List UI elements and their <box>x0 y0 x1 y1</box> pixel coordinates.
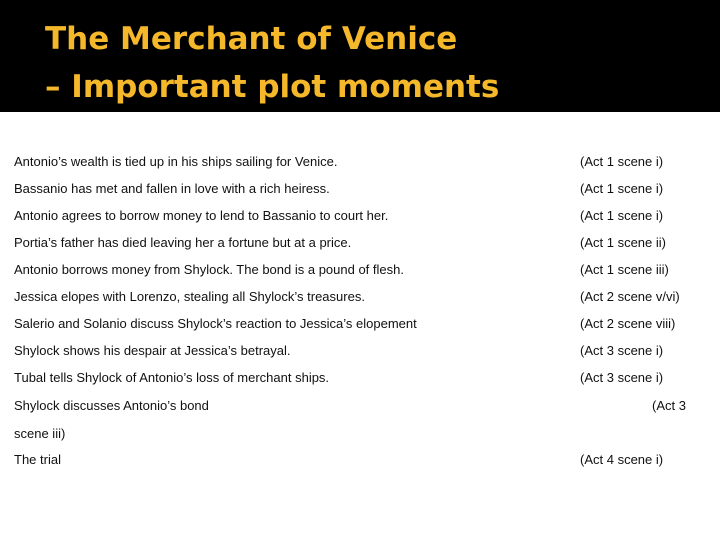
plot-moment-row <box>0 314 720 334</box>
plot-moment-text: Portia’s father has died leaving her a fortune but at a price. <box>14 235 352 250</box>
plot-moment-row <box>0 179 720 199</box>
scene-reference-continued: scene iii) <box>14 426 66 441</box>
plot-moment-text: Jessica elopes with Lorenzo, stealing all Shylock’s treasures. <box>14 289 365 304</box>
plot-moment-text: Shylock discusses Antonio’s bond <box>14 398 209 413</box>
plot-moment-row <box>0 152 720 172</box>
plot-moment-text: Salerio and Solanio discuss Shylock’s reaction to Jessica’s elopement <box>14 316 417 331</box>
scene-reference: (Act 3 scene i) <box>580 343 664 358</box>
plot-moment-text: Tubal tells Shylock of Antonio’s loss of merchant ships. <box>14 370 330 385</box>
scene-reference: (Act 2 scene v/vi) <box>580 289 680 304</box>
plot-moment-row <box>0 368 720 388</box>
slide-title-line-2: – Important plot moments <box>45 69 500 105</box>
plot-moment-text: Shylock shows his despair at Jessica’s betrayal. <box>14 343 291 358</box>
plot-moment-row <box>0 450 720 470</box>
plot-moment-text: The trial <box>14 452 61 467</box>
plot-moment-row <box>0 260 720 280</box>
plot-moment-text: Antonio agrees to borrow money to lend to Bassanio to court her. <box>14 208 389 223</box>
slide-title-line-1: The Merchant of Venice <box>45 21 458 57</box>
plot-moment-row <box>0 206 720 226</box>
scene-reference: (Act 3 scene i) <box>580 370 664 385</box>
scene-reference: (Act 4 scene i) <box>580 452 664 467</box>
plot-moment-row <box>0 396 720 416</box>
plot-moment-text: Antonio borrows money from Shylock. The bond is a pound of flesh. <box>14 262 404 277</box>
scene-reference: (Act 3 <box>652 398 686 413</box>
scene-reference: (Act 1 scene i) <box>580 181 664 196</box>
scene-reference: (Act 1 scene iii) <box>580 262 669 277</box>
title-band <box>0 0 720 112</box>
scene-reference: (Act 1 scene i) <box>580 208 664 223</box>
plot-moment-text: Antonio’s wealth is tied up in his ships sailing for Venice. <box>14 154 338 169</box>
plot-moment-row <box>0 287 720 307</box>
scene-reference: (Act 1 scene i) <box>580 154 664 169</box>
plot-moment-text: Bassanio has met and fallen in love with a rich heiress. <box>14 181 330 196</box>
plot-moment-row <box>0 341 720 361</box>
scene-reference: (Act 2 scene viii) <box>580 316 676 331</box>
plot-moment-row <box>0 233 720 253</box>
scene-reference: (Act 1 scene ii) <box>580 235 666 250</box>
